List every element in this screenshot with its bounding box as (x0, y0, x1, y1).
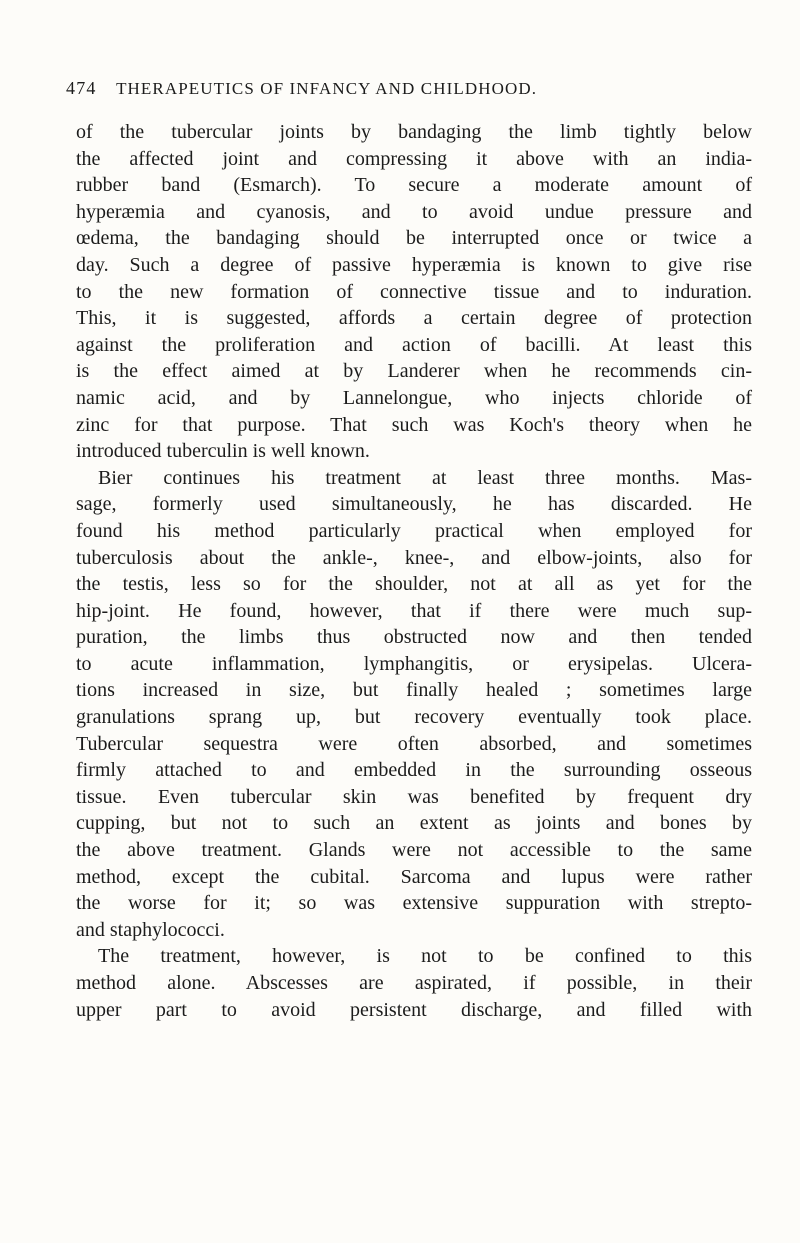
text-line: method alone. Abscesses are aspirated, if possible, in their (76, 972, 752, 994)
text-line: puration, the limbs thus obstructed now and then tended (76, 626, 752, 649)
text-line: Tubercular sequestra were often absorbed, and sometimes (76, 732, 752, 755)
page-number: 474 (66, 78, 97, 98)
text-line: of the tubercular joints by bandaging the limb tightly below (76, 121, 752, 143)
text-line: firmly attached to and embedded in the surrounding osseous (76, 759, 752, 782)
text-line: granulations sprang up, but recovery eventually took place. (76, 706, 752, 729)
text-line: introduced tuberculin is well known. (76, 440, 370, 463)
text-line: Bier continues his treatment at least three months. Mas- (98, 466, 752, 489)
text-line: tuberculosis about the ankle-, knee-, and elbow-joints, also for (76, 546, 752, 569)
text-line: namic acid, and by Lannelongue, who injects chloride of (76, 386, 752, 409)
text-line: to the new formation of connective tissue and to induration. (76, 280, 752, 303)
text-line: method, except the cubital. Sarcoma and lupus were rather (76, 865, 752, 888)
text-line: hyperæmia and cyanosis, and to avoid undue pressure and (76, 200, 752, 223)
text-line: cupping, but not to such an extent as joints and bones by (76, 812, 752, 835)
text-line: and staphylococci. (76, 918, 225, 941)
text-line: is the effect aimed at by Landerer when he recommends cin- (76, 360, 752, 383)
text-line: zinc for that purpose. That such was Koch's theory when he (76, 413, 752, 436)
text-line: day. Such a degree of passive hyperæmia is known to give rise (76, 253, 752, 276)
text-line: sage, formerly used simultaneously, he has discarded. He (76, 493, 752, 516)
text-line: upper part to avoid persistent discharge, and filled with (76, 998, 752, 1021)
text-line: the affected joint and compressing it above with an india- (76, 147, 752, 170)
body-text (76, 119, 752, 1023)
running-title: THERAPEUTICS OF INFANCY AND CHILDHOOD. (116, 79, 538, 98)
text-line: the above treatment. Glands were not accessible to the same (76, 839, 752, 862)
text-line: to acute inflammation, lymphangitis, or erysipelas. Ulcera- (76, 652, 752, 675)
running-header (66, 78, 666, 106)
text-line: rubber band (Esmarch). To secure a moderate amount of (76, 174, 752, 197)
text-line: the worse for it; so was extensive suppuration with strepto- (76, 892, 752, 915)
text-line: tissue. Even tubercular skin was benefited by frequent dry (76, 785, 752, 808)
text-line: œdema, the bandaging should be interrupted once or twice a (76, 227, 752, 250)
text-line: found his method particularly practical when employed for (76, 519, 752, 542)
text-line: against the proliferation and action of bacilli. At least this (76, 333, 752, 356)
text-line: The treatment, however, is not to be confined to this (98, 945, 752, 968)
text-line: hip-joint. He found, however, that if there were much sup- (76, 599, 752, 622)
text-line: This, it is suggested, affords a certain degree of protection (76, 307, 752, 330)
text-line: the testis, less so for the shoulder, not at all as yet for the (76, 573, 752, 596)
text-line: tions increased in size, but finally healed ; sometimes large (76, 679, 752, 702)
